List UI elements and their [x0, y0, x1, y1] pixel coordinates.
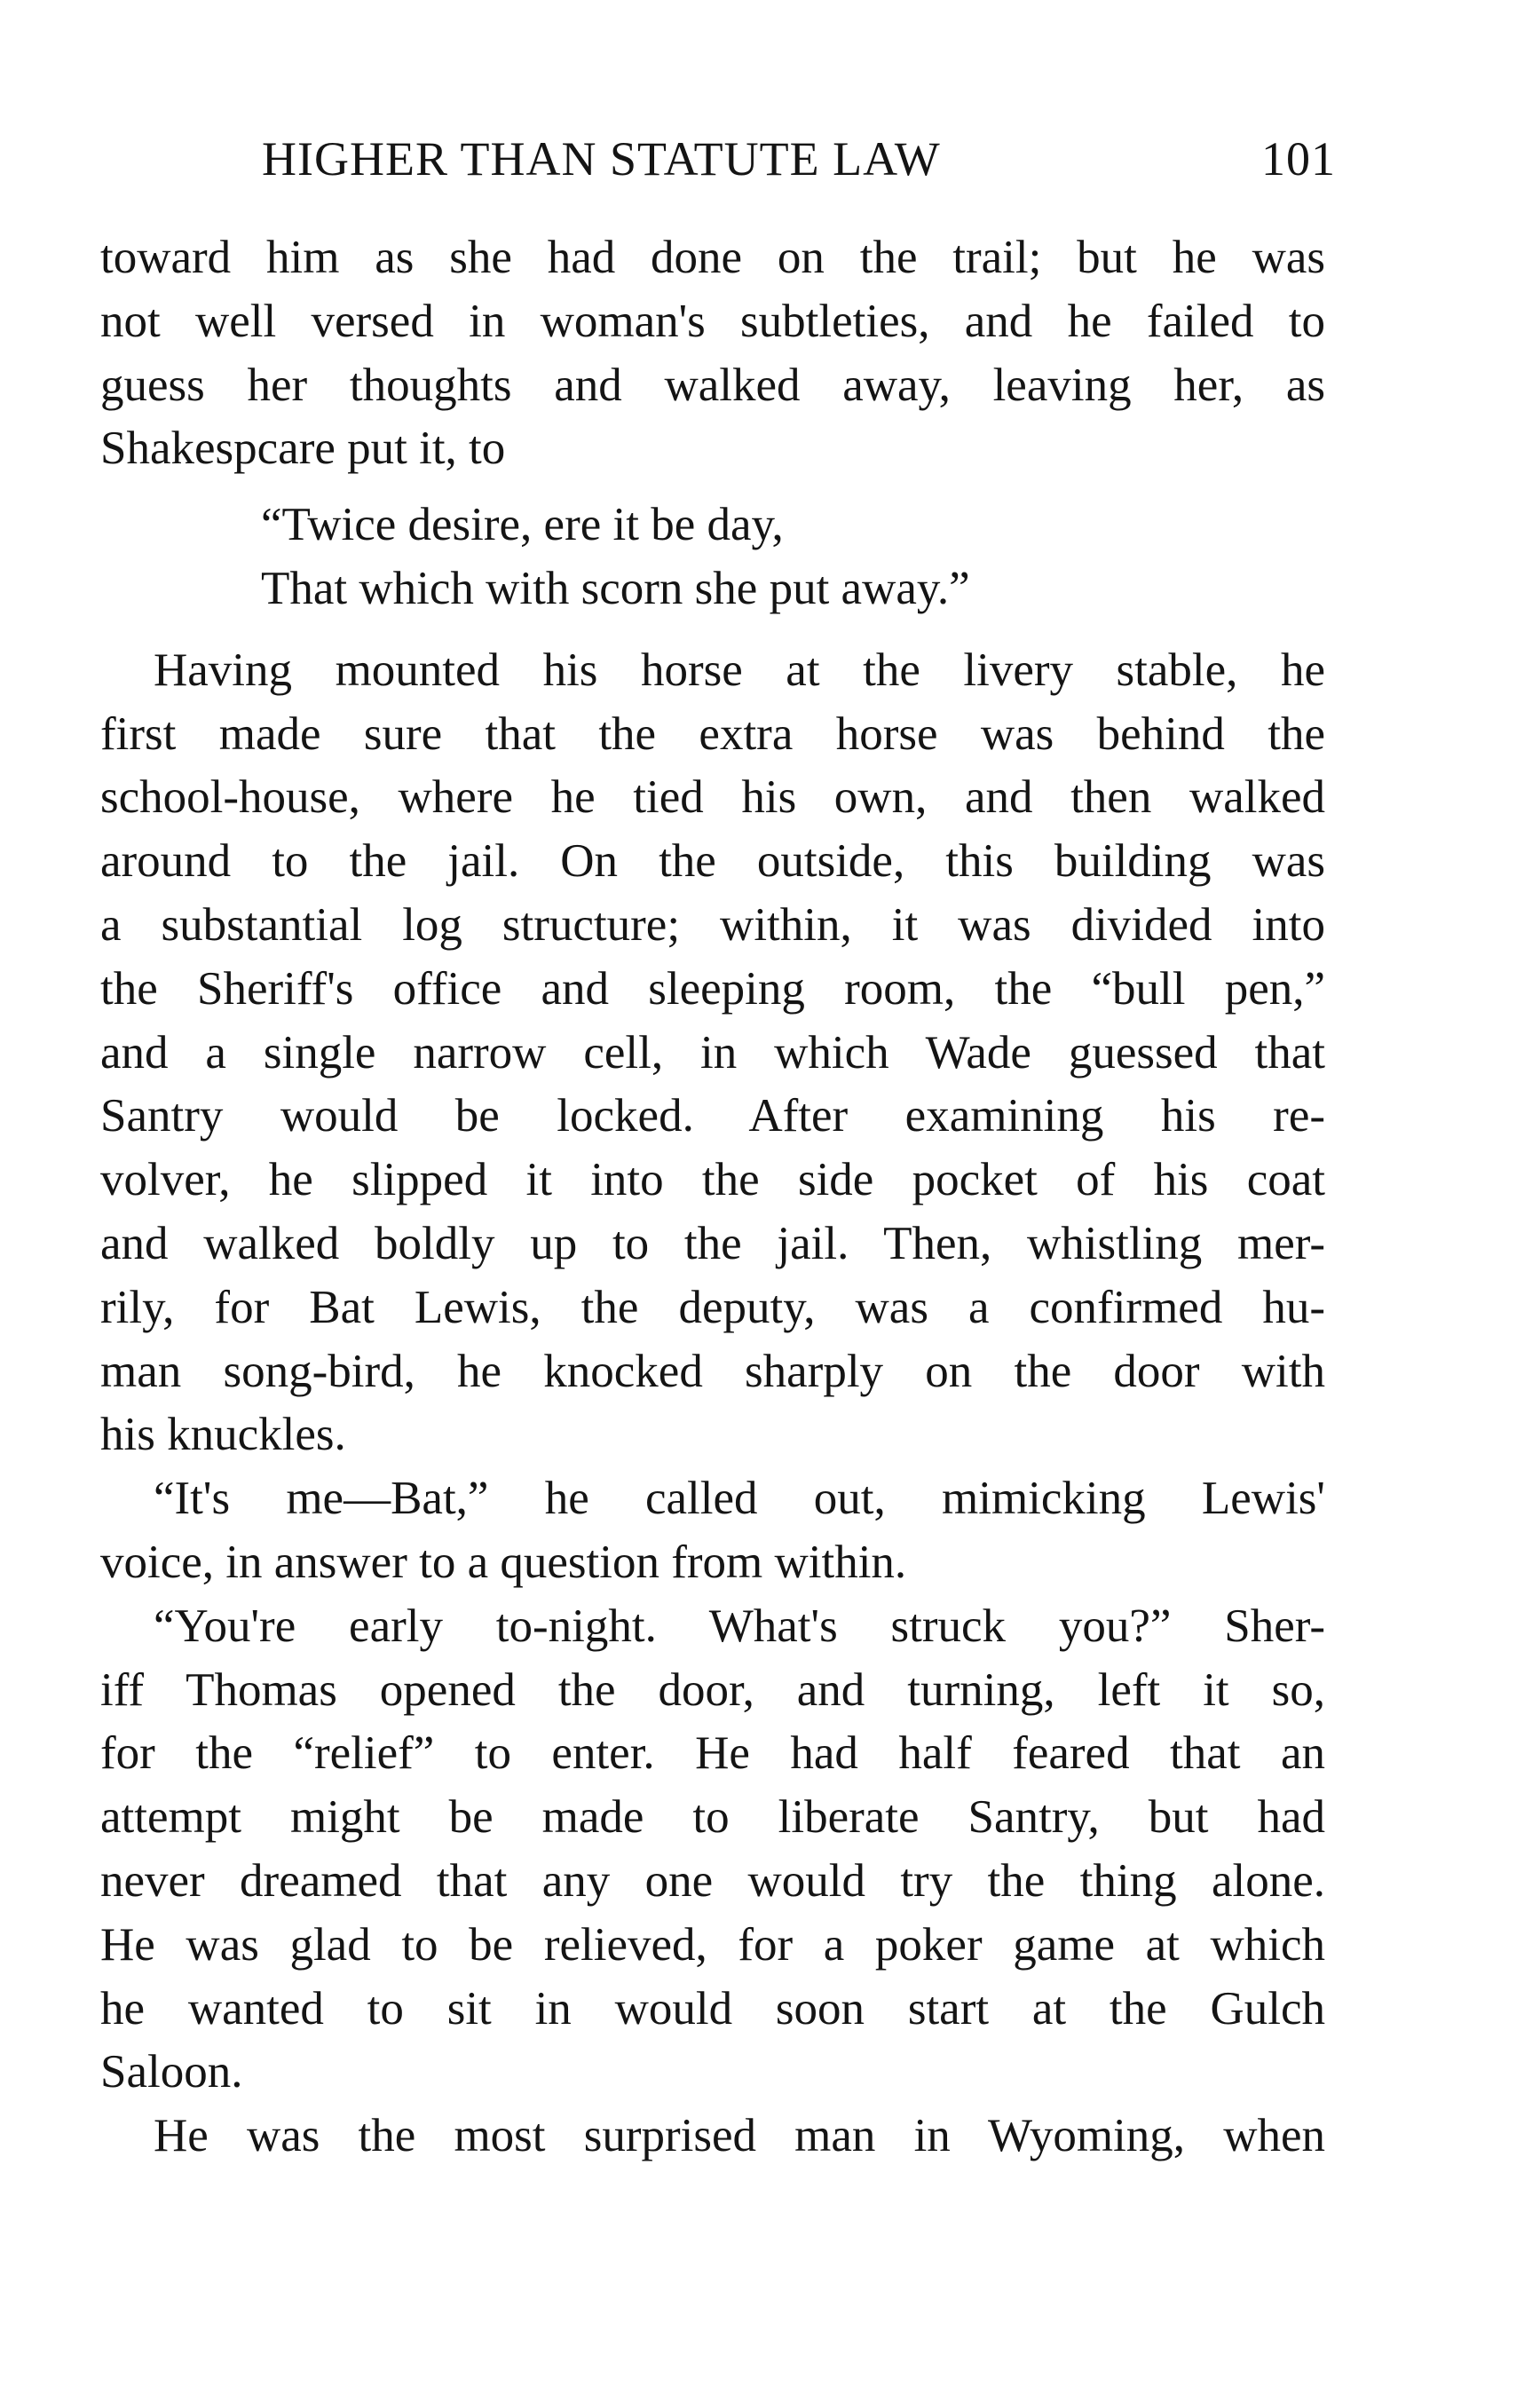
paragraph-surprised	[100, 2105, 1325, 2169]
text-line: iff Thomas opened the door, and turning, left it so,	[100, 1663, 1325, 1716]
page-header	[262, 131, 1336, 194]
text-line: toward him as she had done on the trail; but he was	[100, 232, 1325, 283]
text-line: for the “relief” to enter. He had half feared that an	[100, 1727, 1325, 1780]
text-line: school-house, where he tied his own, and then walked	[100, 771, 1325, 824]
text-line: his knuckles.	[100, 1409, 346, 1461]
text-line: the Sheriff's office and sleeping room, the “bull pen,”	[100, 962, 1325, 1015]
text-line: and walked boldly up to the jail. Then, whistling mer-	[100, 1217, 1325, 1269]
paragraph-sheriff	[100, 1595, 1325, 2105]
text-line: man song-bird, he knocked sharply on the door with	[100, 1345, 1325, 1397]
paragraph-continued	[100, 226, 1325, 481]
text-line: he wanted to sit in would soon start at the Gulch	[100, 1982, 1325, 2035]
text-line: “It's me—Bat,” he called out, mimicking Lewis'	[154, 1473, 1325, 1525]
text-line: “You're early to-night. What's struck you?” Sher-	[154, 1600, 1325, 1652]
text-line: attempt might be made to liberate Santry, but had	[100, 1791, 1325, 1844]
paragraph-jail	[100, 639, 1325, 1467]
verse-line: “Twice desire, ere it be day,	[261, 499, 784, 551]
text-line: He was the most surprised man in Wyoming, when	[154, 2110, 1325, 2162]
text-line: never dreamed that any one would try the thing alone.	[100, 1854, 1325, 1907]
text-line: and a single narrow cell, in which Wade guessed that	[100, 1026, 1325, 1078]
page-number: 101	[1261, 132, 1336, 186]
text-line: Santry would be locked. After examining his re-	[100, 1090, 1325, 1142]
text-line: voice, in answer to a question from within.	[100, 1536, 907, 1588]
verse-line: That which with scorn she put away.”	[261, 562, 970, 614]
text-line: Shakespcare put it, to	[100, 423, 506, 475]
paragraph-its-me	[100, 1467, 1325, 1595]
text-line: volver, he slipped it into the side pocket of his coat	[100, 1154, 1325, 1206]
body-text	[100, 226, 1325, 2169]
text-line: He was glad to be relieved, for a poker game at which	[100, 1918, 1325, 1971]
text-line: rily, for Bat Lewis, the deputy, was a confirmed hu-	[100, 1281, 1325, 1333]
text-line: not well versed in woman's subtleties, and he failed to	[100, 295, 1325, 347]
text-line: around to the jail. On the outside, this building was	[100, 835, 1325, 888]
text-line: Saloon.	[100, 2046, 243, 2098]
text-line: first made sure that the extra horse was behind the	[100, 707, 1325, 760]
text-line: a substantial log structure; within, it was divided into	[100, 898, 1325, 951]
text-line: guess her thoughts and walked away, leaving her, as	[100, 359, 1325, 411]
running-title: HIGHER THAN STATUTE LAW	[262, 132, 941, 186]
verse-quotation	[100, 494, 1325, 621]
text-line: Having mounted his horse at the livery stable, he	[154, 644, 1325, 696]
